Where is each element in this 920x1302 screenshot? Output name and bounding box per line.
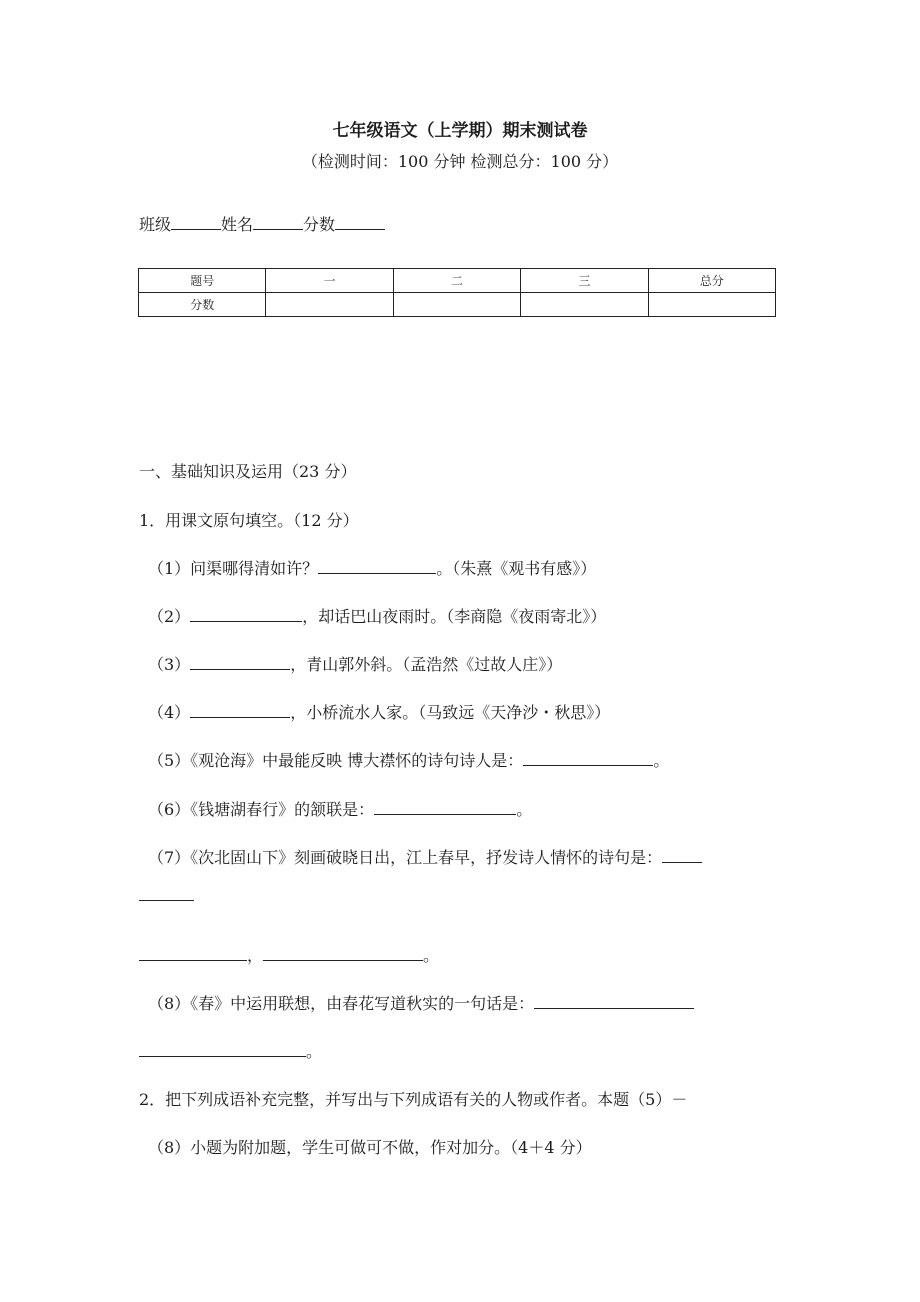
item-text: 。 [516,800,533,819]
score-blank[interactable] [335,215,385,230]
item-text: （4） [148,703,191,722]
score-table-header-row [139,269,776,293]
question-1-item-3 [148,652,562,675]
name-label: 姓名 [221,215,254,234]
score-table-header: 二 [393,269,520,293]
item-text: （2） [148,607,191,626]
answer-blank[interactable] [139,900,194,901]
item-text: 。 [653,751,670,770]
question-2-stem-line-2: （8）小题为附加题，学生可做可不做，作对加分。（4＋4 分） [148,1138,592,1157]
score-table-header: 一 [266,269,393,293]
score-table [138,268,776,317]
answer-blank[interactable] [190,703,290,718]
student-info-line [139,212,385,235]
score-row-label: 分数 [139,293,266,317]
class-label: 班级 [139,215,172,234]
answer-blank[interactable] [662,848,702,863]
item-text: （1）问渠哪得清如许？ [148,559,319,578]
item-text: （5）《观沧海》中最能反映 博大襟怀的诗句诗人是： [148,751,524,770]
question-2-stem-line-1: 2．把下列成语补充完整，并写出与下列成语有关的人物或作者。本题（5）－ [139,1090,688,1109]
answer-blank[interactable] [534,994,694,1009]
answer-blank[interactable] [523,751,653,766]
score-cell[interactable] [648,293,775,317]
answer-blank[interactable] [190,607,302,622]
item-text: ， [247,946,264,965]
score-table-header: 三 [521,269,648,293]
item-text: （7）《次北固山下》刻画破晓日出，江上春早，抒发诗人情怀的诗句是： [148,848,663,867]
answer-blank[interactable] [318,559,436,574]
question-1-item-4 [148,700,610,723]
question-1-item-7 [148,845,702,868]
score-table-header: 总分 [648,269,775,293]
item-text: （6）《钱塘湖春行》的颔联是： [148,800,375,819]
item-text: ，却话巴山夜雨时。（李商隐《夜雨寄北》） [302,607,607,626]
score-table-header: 题号 [139,269,266,293]
item-text: ，小桥流水人家。（马致远《天净沙・秋思》） [290,703,611,722]
item-text: 。 [423,946,440,965]
question-1-item-1 [148,556,596,579]
answer-blank[interactable] [139,1042,306,1057]
class-blank[interactable] [171,215,221,230]
answer-blank[interactable] [263,946,423,961]
question-1-item-2 [148,604,606,627]
answer-blank[interactable] [374,800,516,815]
question-1-item-8 [148,991,694,1014]
question-1-item-5 [148,748,669,771]
score-cell[interactable] [521,293,648,317]
answer-blank[interactable] [139,946,247,961]
score-table-row [139,293,776,317]
item-text: 。（朱熹《观书有感》） [436,559,597,578]
name-blank[interactable] [253,215,303,230]
item-text: （3） [148,655,191,674]
item-text: 。 [306,1042,323,1061]
question-1-item-8-cont [139,1039,322,1062]
question-1-item-7-cont [139,943,439,966]
question-1-stem: 1．用课文原句填空。（12 分） [139,511,359,530]
page-title: 七年级语文（上学期）期末测试卷 [332,121,588,141]
score-cell[interactable] [393,293,520,317]
page-subtitle: （检测时间：100 分钟 检测总分：100 分） [301,152,619,171]
question-1-item-6 [148,797,532,820]
answer-blank[interactable] [190,655,290,670]
section-heading: 一、基础知识及运用（23 分） [139,462,357,481]
item-text: ，青山郭外斜。（孟浩然《过故人庄》） [290,655,563,674]
score-label: 分数 [303,215,336,234]
score-cell[interactable] [266,293,393,317]
item-text: （8）《春》中运用联想，由春花写道秋实的一句话是： [148,994,535,1013]
